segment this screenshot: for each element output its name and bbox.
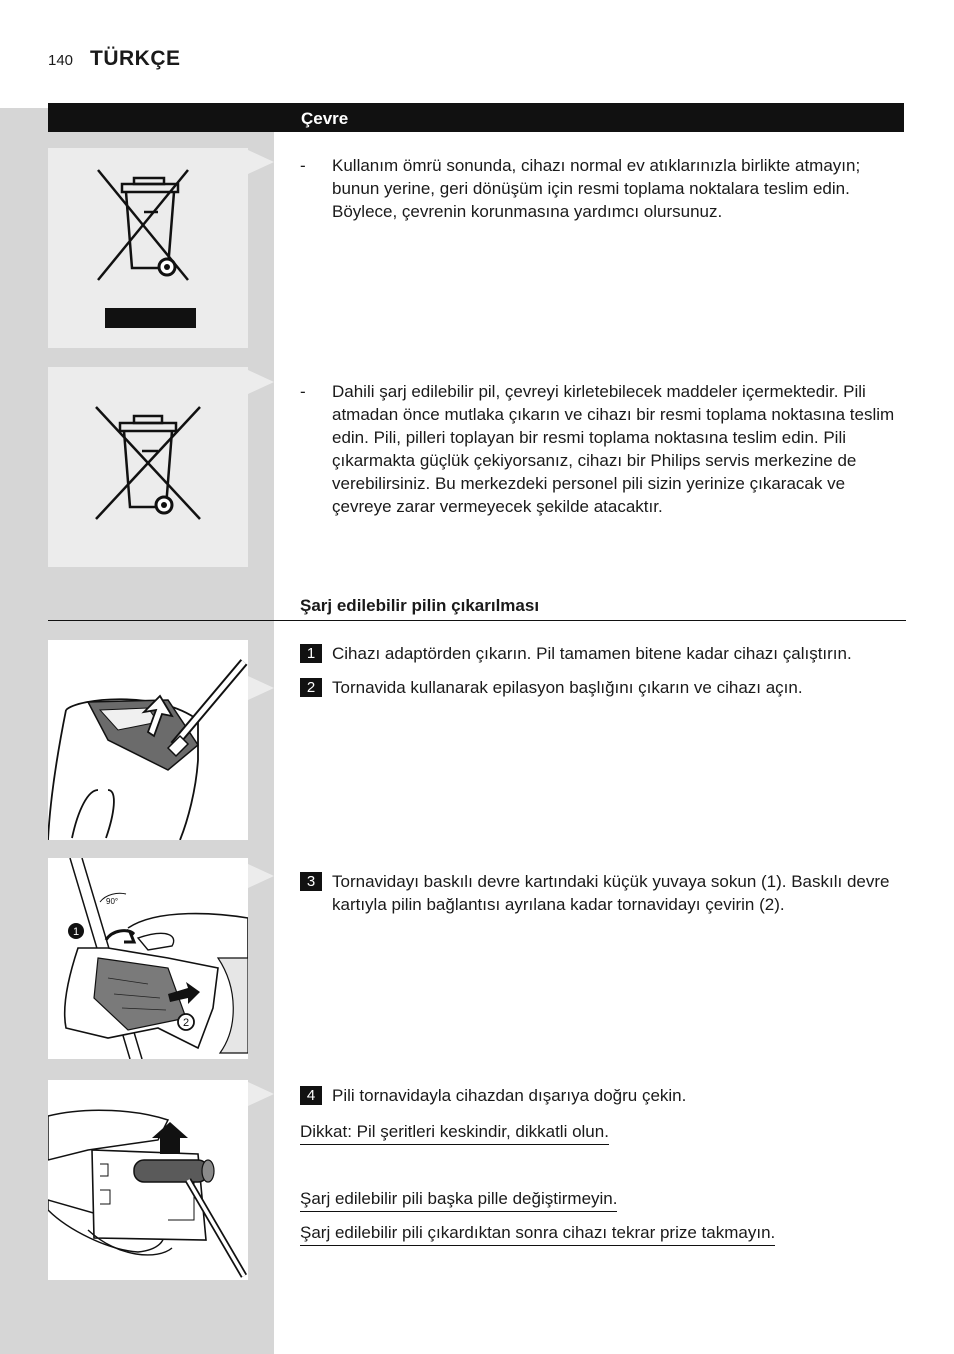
- epilator-screwdriver-illustration: [48, 640, 248, 840]
- crossed-bin-icon: [48, 148, 248, 348]
- pointer-notch: [248, 150, 274, 174]
- step-1: [300, 642, 904, 665]
- step-number: 2: [300, 678, 322, 697]
- page-number: 140: [48, 52, 74, 69]
- pointer-notch: [248, 676, 274, 700]
- section-title-bar: [48, 103, 904, 132]
- caution-note: Dikkat: Pil şeritleri keskindir, dikkatli olun.: [300, 1120, 609, 1145]
- step-number: 1: [300, 644, 322, 663]
- step-3: [300, 870, 904, 916]
- subsection-rule: [48, 620, 906, 621]
- battery-pull-illustration: [48, 1080, 248, 1280]
- weee-bin-image: [48, 148, 248, 348]
- pointer-notch: [248, 370, 274, 394]
- crossed-bin-icon: [48, 367, 248, 567]
- marker-2-label: 2: [182, 1017, 190, 1029]
- step-2: [300, 676, 904, 699]
- battery-bin-image: [48, 367, 248, 567]
- pcb-disconnect-illustration: [48, 858, 248, 1059]
- step-4: [300, 1084, 904, 1107]
- bullet-dash: -: [300, 382, 306, 401]
- step-text: Pili tornavidayla cihazdan dışarıya doğru çekin.: [332, 1086, 687, 1105]
- screwdriver-pcb-illustration: [48, 858, 248, 1059]
- pointer-notch: [248, 1082, 274, 1106]
- step-text: Tornavida kullanarak epilasyon başlığını çıkarın ve cihazı açın.: [332, 678, 803, 697]
- subsection-title: Şarj edilebilir pilin çıkarılması: [300, 596, 540, 615]
- reconnect-note: Şarj edilebilir pili çıkardıktan sonra cihazı tekrar prize takmayın.: [300, 1221, 775, 1246]
- bullet-dash: -: [300, 156, 306, 175]
- bullet-disposal: [300, 154, 900, 223]
- pointer-notch: [248, 864, 274, 888]
- bullet-battery: [300, 380, 900, 518]
- step-text: Tornavidayı baskılı devre kartındaki küçük yuvaya sokun (1). Baskılı devre kartıyla pilin bağlantısı ayrılana kadar tornavidayı çevirin (2).: [332, 872, 890, 914]
- replace-note: Şarj edilebilir pili başka pille değiştirmeyin.: [300, 1187, 617, 1212]
- step-number: 3: [300, 872, 322, 891]
- battery-removal-illustration: [48, 1080, 248, 1280]
- language-heading: TÜRKÇE: [90, 47, 181, 70]
- angle-label: 90°: [106, 897, 119, 906]
- marker-1-label: 1: [72, 926, 80, 938]
- section-title: Çevre: [301, 109, 349, 128]
- step-number: 4: [300, 1086, 322, 1105]
- bullet-text: Kullanım ömrü sonunda, cihazı normal ev atıklarınızla birlikte atmayın; bunun yerine, geri dönüşüm için resmi toplama noktalara teslim edin. Böylece, çevrenin korunmasına yardımcı olursunuz.: [332, 156, 861, 221]
- step-text: Cihazı adaptörden çıkarın. Pil tamamen bitene kadar cihazı çalıştırın.: [332, 644, 852, 663]
- bullet-text: Dahili şarj edilebilir pil, çevreyi kirletebilecek maddeler içermektedir. Pili atmadan önce mutlaka çıkarın ve cihazı bir resmi toplama noktasına teslim edin. Pili, pilleri toplayan bir resmi toplama noktasına teslim edin. Pili çıkarmakta güçlük çekiyorsanız, cihazı bir Philips servis merkezine de verebilirsiniz. Bu merkezdeki personel pili sizin yerinize çıkaracak ve çevreye zarar vermeyecek şekilde atacaktır.: [332, 382, 895, 516]
- device-open-illustration: [48, 640, 248, 840]
